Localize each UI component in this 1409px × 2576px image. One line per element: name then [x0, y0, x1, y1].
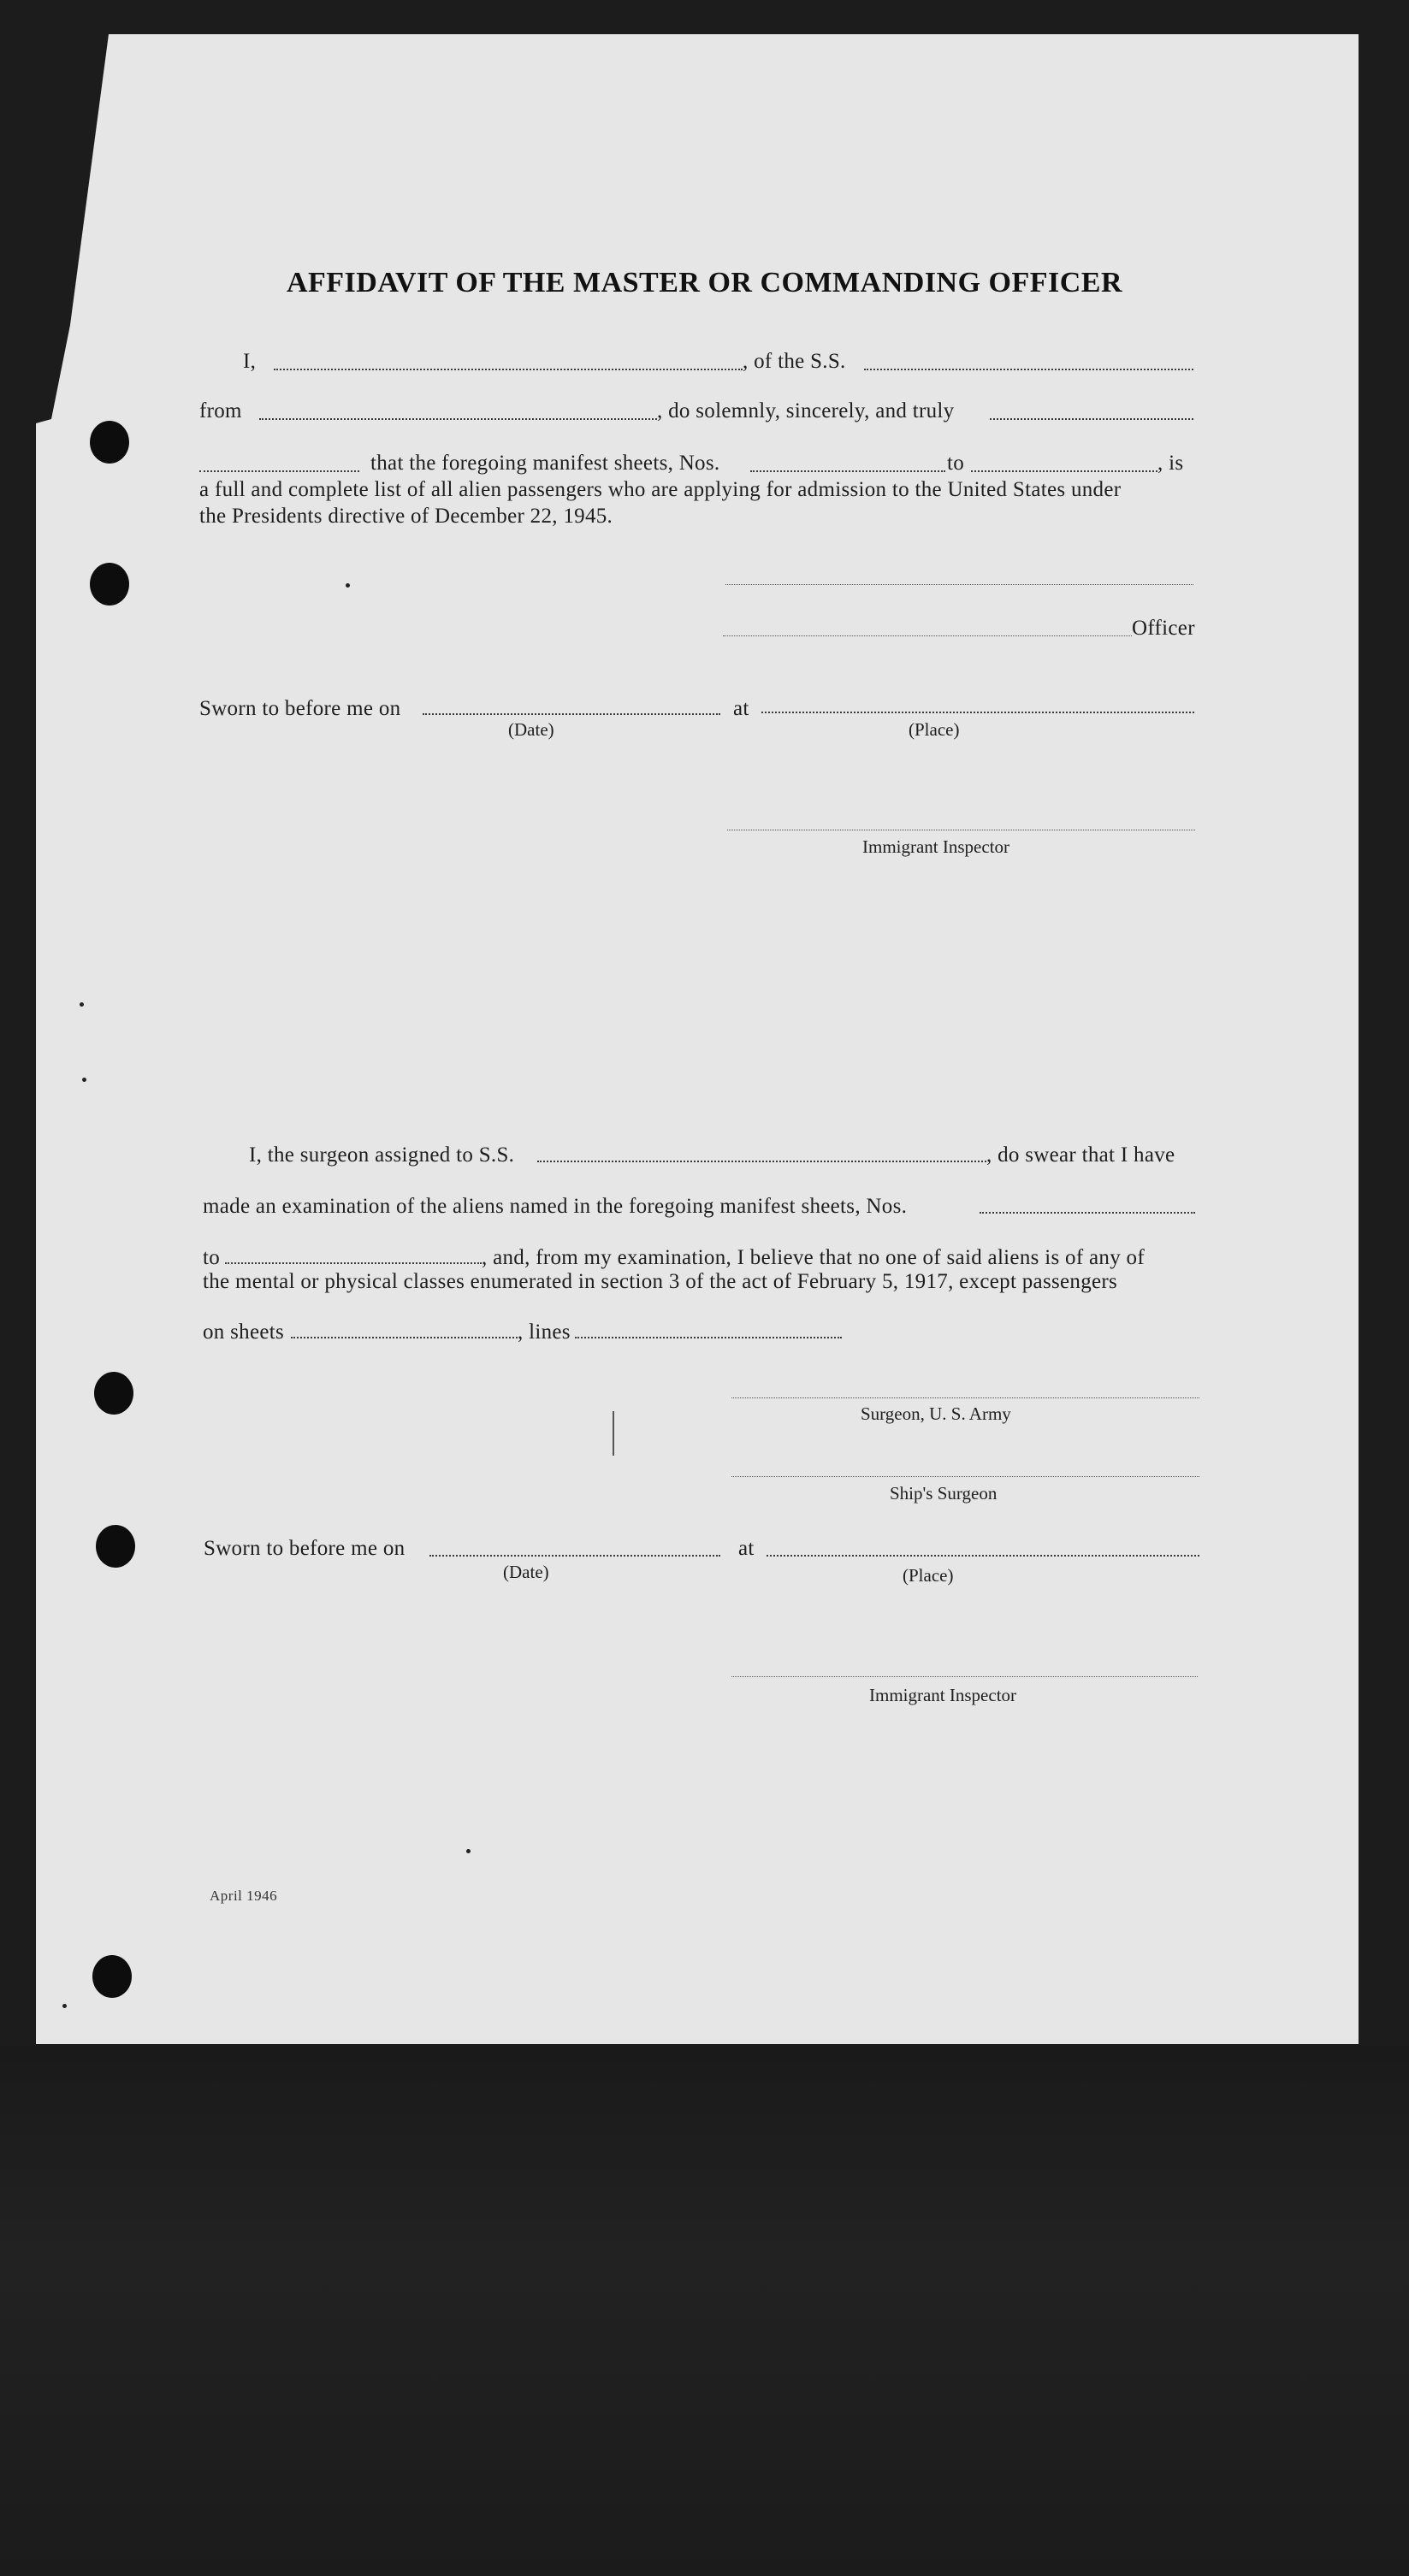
master-solemnly-text: , do solemnly, sincerely, and truly [657, 399, 955, 422]
surgeon-line1-end: , do swear that I have [986, 1143, 1175, 1167]
master-name-field[interactable] [274, 369, 743, 370]
master-from-field[interactable] [259, 418, 657, 420]
master-ship-field[interactable] [864, 369, 1193, 370]
surgeon-inspector-label: Immigrant Inspector [869, 1685, 1017, 1705]
officer-label: Officer [1132, 617, 1195, 640]
surgeon-to-label: to [203, 1246, 221, 1269]
scan-background [0, 2046, 1409, 2576]
speck [466, 1849, 471, 1853]
surgeon-except-lines-field[interactable] [575, 1337, 842, 1338]
surgeon-sworn-text: Sworn to before me on [204, 1537, 406, 1560]
surgeon-line2: made an examination of the aliens named in the foregoing manifest sheets, Nos. [203, 1195, 908, 1218]
master-sworn-place-field[interactable] [761, 712, 1194, 713]
army-surgeon-signature-line[interactable] [731, 1397, 1199, 1398]
master-text-line4: a full and complete list of all alien passengers who are applying for admission to the United States under [199, 478, 1122, 501]
speck [82, 1078, 86, 1082]
master-is-text: , is [1157, 452, 1184, 475]
punch-hole [92, 1955, 132, 1998]
master-date-caption: (Date) [508, 719, 554, 740]
ships-surgeon-signature-line[interactable] [731, 1476, 1199, 1477]
surgeon-place-caption: (Place) [903, 1565, 954, 1586]
master-at-label: at [733, 697, 749, 720]
surgeon-line4: the mental or physical classes enumerated in section 3 of the act of February 5, 1917, except passengers [203, 1270, 1118, 1293]
stray-mark [613, 1411, 614, 1456]
master-ship-label: , of the S.S. [743, 350, 846, 373]
punch-hole [96, 1525, 135, 1568]
punch-hole [90, 421, 129, 464]
master-oath-field[interactable] [990, 418, 1193, 420]
surgeon-sheets-from-field[interactable] [980, 1212, 1195, 1214]
speck [80, 1002, 84, 1007]
surgeon-lines-label: , lines [518, 1320, 571, 1344]
surgeon-sworn-place-field[interactable] [767, 1555, 1199, 1557]
officer-signature-line[interactable] [723, 635, 1132, 636]
surgeon-line3-end: , and, from my examination, I believe that no one of said aliens is of any of [482, 1246, 1145, 1269]
speck [346, 583, 350, 588]
surgeon-ship-field[interactable] [537, 1161, 986, 1162]
surgeon-except-sheets-field[interactable] [291, 1337, 518, 1338]
punch-hole [90, 563, 129, 606]
surgeon-at-label: at [738, 1537, 755, 1560]
surgeon-inspector-signature-line[interactable] [731, 1676, 1198, 1677]
master-sworn-text: Sworn to before me on [199, 697, 401, 720]
army-surgeon-label: Surgeon, U. S. Army [861, 1403, 1011, 1424]
master-to-label: to [947, 452, 965, 475]
document-page [36, 34, 1359, 2044]
surgeon-line1: I, the surgeon assigned to S.S. [249, 1143, 515, 1167]
ships-surgeon-label: Ship's Surgeon [890, 1483, 998, 1504]
form-title: AFFIDAVIT OF THE MASTER OR COMMANDING OFFICER [286, 267, 1123, 298]
master-sheets-to-field[interactable] [971, 470, 1157, 472]
master-i-label: I, [243, 350, 257, 373]
master-oath-verb-field[interactable] [199, 470, 359, 472]
surgeon-sworn-date-field[interactable] [429, 1555, 720, 1557]
surgeon-date-caption: (Date) [503, 1562, 549, 1582]
punch-hole [94, 1372, 133, 1415]
master-text-line5: the Presidents directive of December 22, 1945. [199, 505, 613, 528]
master-place-caption: (Place) [909, 719, 960, 740]
master-sheets-from-field[interactable] [750, 470, 945, 472]
surgeon-on-sheets-label: on sheets [203, 1320, 285, 1344]
form-date-footer: April 1946 [210, 1888, 278, 1904]
master-inspector-label: Immigrant Inspector [862, 836, 1010, 857]
master-sworn-date-field[interactable] [423, 713, 720, 715]
speck [62, 2004, 67, 2008]
master-signature-line[interactable] [725, 584, 1193, 585]
master-from-label: from [199, 399, 242, 422]
surgeon-sheets-to-field[interactable] [225, 1262, 482, 1264]
master-manifest-text: that the foregoing manifest sheets, Nos. [370, 452, 720, 475]
